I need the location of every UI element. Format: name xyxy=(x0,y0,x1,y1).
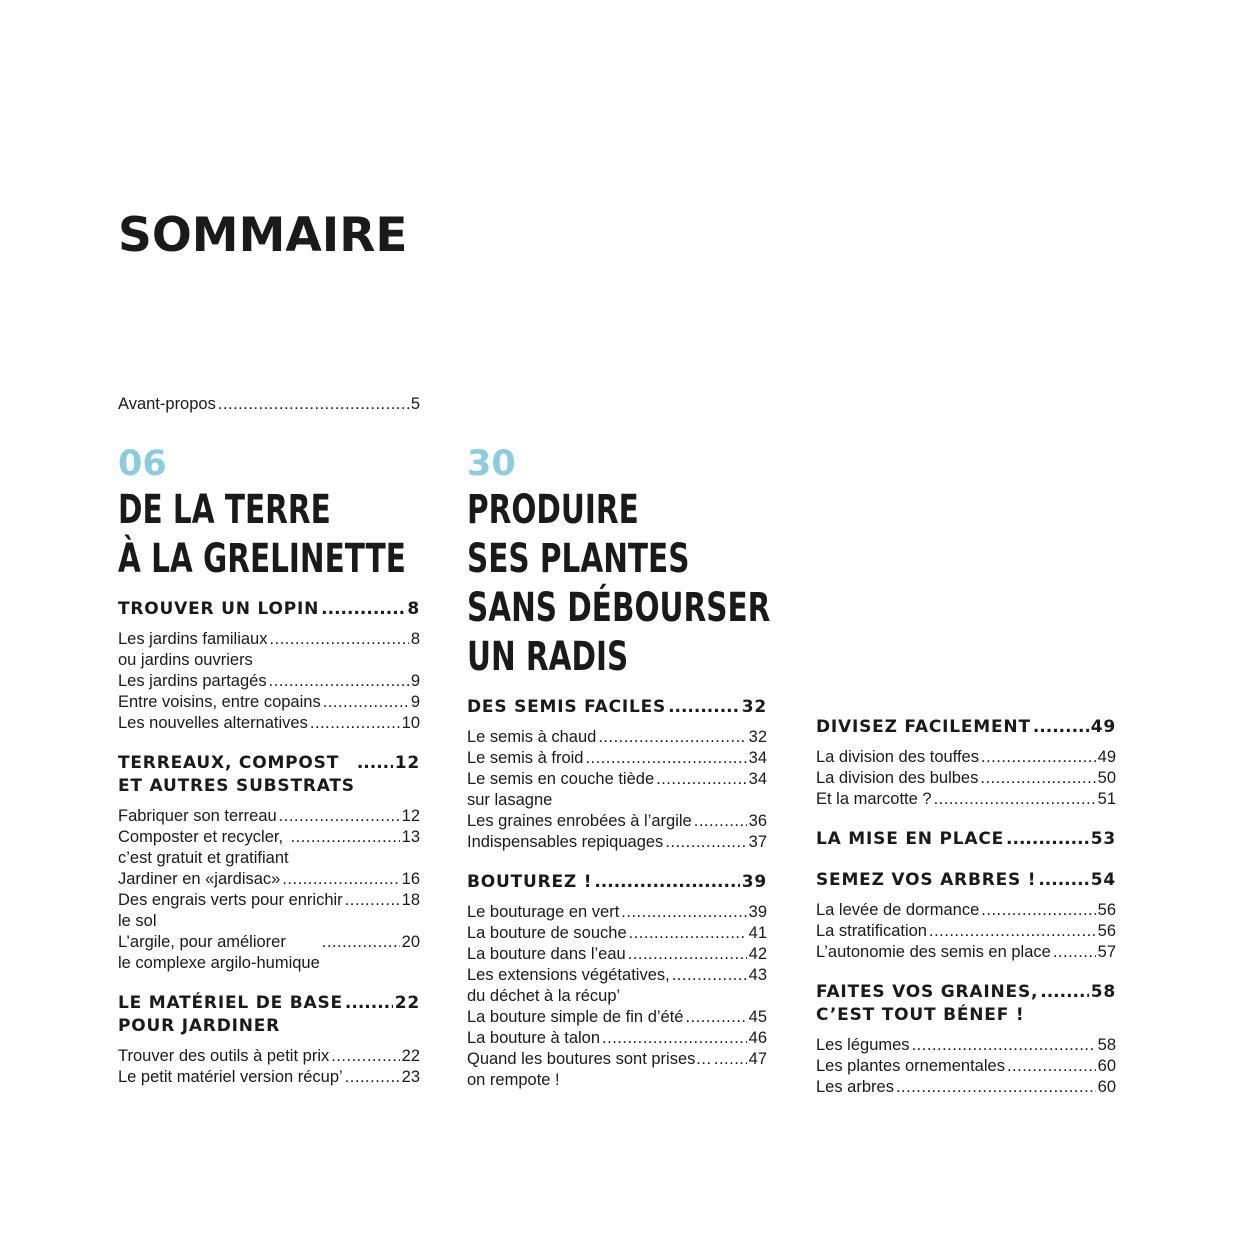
entry-page: 49 xyxy=(1097,748,1116,766)
entry-label xyxy=(467,832,663,853)
dot-leader xyxy=(628,944,747,965)
toc-entry xyxy=(118,890,420,932)
entry-page: 5 xyxy=(410,395,420,413)
entry-label xyxy=(118,713,308,734)
section-heading xyxy=(118,598,420,621)
toc-entry xyxy=(118,394,420,415)
dot-leader xyxy=(629,923,747,944)
entry-page: 58 xyxy=(1097,1036,1116,1054)
entry-label xyxy=(467,1007,683,1028)
toc-entry xyxy=(118,932,420,974)
dot-leader xyxy=(357,752,393,775)
entry-page: 23 xyxy=(401,1068,420,1086)
section-page: 12 xyxy=(394,753,420,773)
section-page: 22 xyxy=(394,993,420,1013)
entry-label xyxy=(467,902,619,923)
entry-label-line: Indispensables repiquages xyxy=(467,833,664,851)
entry-label-line: La division des bulbes xyxy=(816,769,979,787)
section-title xyxy=(816,716,1031,739)
entry-label-line: Les jardins partagés xyxy=(118,672,267,690)
toc-entry xyxy=(467,902,767,923)
entry-page: 51 xyxy=(1097,790,1116,808)
entry-page: 45 xyxy=(748,1008,767,1026)
part-title-line: SES PLANTES xyxy=(467,536,690,582)
toc-entry xyxy=(467,832,767,853)
section-heading xyxy=(118,752,420,798)
section-title-line: ET AUTRES SUBSTRATS xyxy=(118,776,355,796)
entry-label xyxy=(118,1046,329,1067)
toc-entry xyxy=(118,1046,420,1067)
dot-leader xyxy=(685,1007,746,1028)
section-heading xyxy=(118,992,420,1038)
entry-label-line: Jardiner en «jardisac» xyxy=(118,870,281,888)
entry-label-line: Le semis à chaud xyxy=(467,728,597,746)
entry-label-line: Le semis à froid xyxy=(467,749,584,767)
entry-page: 13 xyxy=(401,828,420,846)
dot-leader xyxy=(714,1049,747,1070)
section-title xyxy=(816,981,1038,1027)
dot-leader xyxy=(621,902,746,923)
entry-page: 56 xyxy=(1097,901,1116,919)
section-page: 49 xyxy=(1090,717,1116,737)
entry-page: 34 xyxy=(748,749,767,767)
toc-entry xyxy=(816,921,1116,942)
entry-label-line: le complexe argilo-humique xyxy=(118,954,320,972)
toc-section xyxy=(118,752,420,974)
entry-label xyxy=(467,811,692,832)
section-title xyxy=(467,871,592,894)
toc-entry xyxy=(118,713,420,734)
section-title xyxy=(118,752,355,798)
entry-label-line: Le petit matériel version récup’ xyxy=(118,1068,343,1086)
part-title-line: PRODUIRE xyxy=(467,487,639,533)
entry-label-line: Trouver des outils à petit prix xyxy=(118,1047,330,1065)
toc-entry xyxy=(467,1049,767,1091)
toc-entry xyxy=(467,944,767,965)
toc-entry xyxy=(816,747,1116,768)
section-title-line: LE MATÉRIEL DE BASE xyxy=(118,993,343,1013)
section-page: 53 xyxy=(1090,829,1116,849)
part-title-line: À LA GRELINETTE xyxy=(118,536,406,582)
entry-label-line: Et la marcotte ? xyxy=(816,790,932,808)
entry-label xyxy=(118,890,343,932)
section-heading xyxy=(816,981,1116,1027)
toc-entry xyxy=(816,1077,1116,1098)
entry-label-line: Fabriquer son terreau xyxy=(118,807,277,825)
entry-label-line: Les jardins familiaux xyxy=(118,630,268,648)
section-heading xyxy=(816,869,1116,892)
entry-page: 12 xyxy=(401,807,420,825)
entry-label-line: on rempote ! xyxy=(467,1071,560,1089)
toc-entry xyxy=(467,727,767,748)
section-title-line: FAITES VOS GRAINES, xyxy=(816,982,1039,1002)
entry-page: 47 xyxy=(748,1050,767,1068)
dot-leader xyxy=(981,747,1096,768)
section-title-line: DIVISEZ FACILEMENT xyxy=(816,717,1031,737)
entry-label xyxy=(816,942,1051,963)
entry-label-line: L’argile, pour améliorer xyxy=(118,933,286,951)
section-entries xyxy=(118,806,420,974)
toc-entry xyxy=(118,692,420,713)
toc-entry xyxy=(118,827,420,869)
dot-leader xyxy=(331,1046,399,1067)
dot-leader xyxy=(672,965,747,986)
section-entries xyxy=(816,747,1116,810)
dot-leader xyxy=(269,671,409,692)
entry-label xyxy=(467,1049,712,1091)
dot-leader xyxy=(1007,1056,1096,1077)
entry-label-line: Quand les boutures sont prises… xyxy=(467,1050,712,1068)
entry-label-line: Les extensions végétatives, xyxy=(467,966,670,984)
entry-label-line: Le bouturage en vert xyxy=(467,903,620,921)
entry-label-line: La stratification xyxy=(816,922,927,940)
dot-leader xyxy=(981,900,1095,921)
entry-page: 56 xyxy=(1097,922,1116,940)
dot-leader xyxy=(896,1077,1096,1098)
toc-section xyxy=(816,716,1116,810)
entry-label xyxy=(118,932,320,974)
dot-leader xyxy=(594,871,739,894)
section-page: 39 xyxy=(741,872,767,892)
dot-leader xyxy=(1006,828,1089,851)
part-number: 30 xyxy=(467,444,516,484)
entry-label-line: ou jardins ouvriers xyxy=(118,651,253,669)
section-entries xyxy=(816,1035,1116,1098)
section-title xyxy=(118,598,319,621)
dot-leader xyxy=(1040,981,1088,1004)
section-title-line: TERREAUX, COMPOST xyxy=(118,753,340,773)
toc-section xyxy=(816,869,1116,963)
section-page: 54 xyxy=(1090,870,1116,890)
entry-page: 39 xyxy=(748,903,767,921)
entry-page: 37 xyxy=(748,833,767,851)
entry-label xyxy=(467,1028,600,1049)
entry-label xyxy=(816,768,978,789)
entry-label xyxy=(467,727,596,748)
section-entries xyxy=(816,900,1116,963)
entry-label xyxy=(816,1077,894,1098)
entry-label: Avant-propos xyxy=(118,395,216,413)
entry-label xyxy=(118,1067,343,1088)
section-title xyxy=(118,992,343,1038)
entry-label-line: Des engrais verts pour enrichir xyxy=(118,891,343,909)
entry-label xyxy=(467,965,670,1007)
page-title: SOMMAIRE xyxy=(118,208,408,263)
toc-entry xyxy=(118,671,420,692)
toc-entry xyxy=(467,811,767,832)
toc-column-3 xyxy=(816,702,1116,1098)
toc-entry xyxy=(467,923,767,944)
section-page: 58 xyxy=(1090,982,1116,1002)
dot-leader xyxy=(980,768,1095,789)
section-title-line: SEMEZ VOS ARBRES ! xyxy=(816,870,1037,890)
entry-label-line: Les nouvelles alternatives xyxy=(118,714,308,732)
entry-label-line: La bouture dans l’eau xyxy=(467,945,626,963)
dot-leader xyxy=(668,696,740,719)
toc-entry xyxy=(118,806,420,827)
dot-leader xyxy=(1038,869,1088,892)
toc-entry xyxy=(118,869,420,890)
entry-page: 60 xyxy=(1097,1078,1116,1096)
entry-page: 34 xyxy=(748,770,767,788)
entry-label xyxy=(467,944,626,965)
section-title-line: LA MISE EN PLACE xyxy=(816,829,1005,849)
toc-entry xyxy=(816,789,1116,810)
dot-leader xyxy=(345,1067,400,1088)
section-entries xyxy=(467,727,767,853)
dot-leader xyxy=(585,748,746,769)
entry-label xyxy=(118,692,321,713)
entry-label-line: La levée de dormance xyxy=(816,901,980,919)
section-heading xyxy=(467,696,767,719)
entry-label-line: La bouture de souche xyxy=(467,924,627,942)
entry-page: 18 xyxy=(401,891,420,909)
toc-entry xyxy=(816,1056,1116,1077)
entry-label-line: du déchet à la récup’ xyxy=(467,987,621,1005)
section-heading xyxy=(467,871,767,894)
section-title xyxy=(467,696,666,719)
section-title xyxy=(816,828,1004,851)
part-block xyxy=(467,444,771,1091)
entry-label-line: L’autonomie des semis en place xyxy=(816,943,1051,961)
entry-page: 60 xyxy=(1097,1057,1116,1075)
toc-entry xyxy=(467,769,767,811)
entry-label xyxy=(118,827,289,869)
dot-leader xyxy=(279,806,400,827)
part-number: 06 xyxy=(118,444,167,484)
section-heading xyxy=(816,716,1116,739)
avant-propos-entry xyxy=(118,394,420,416)
dot-leader xyxy=(694,811,747,832)
part-title-line: UN RADIS xyxy=(467,634,629,680)
entry-label-line: La division des touffes xyxy=(816,748,979,766)
dot-leader xyxy=(929,921,1096,942)
entry-label-line: Les graines enrobées à l’argile xyxy=(467,812,692,830)
toc-entry xyxy=(467,965,767,1007)
entry-page: 50 xyxy=(1097,769,1116,787)
toc-entry xyxy=(467,1007,767,1028)
section-title-line: TROUVER UN LOPIN xyxy=(118,599,320,619)
entry-label-line: c’est gratuit et gratifiant xyxy=(118,849,289,867)
entry-page: 9 xyxy=(410,672,420,690)
part-block xyxy=(816,716,1116,1098)
entry-label xyxy=(816,789,932,810)
entry-label-line: Les plantes ornementales xyxy=(816,1057,1005,1075)
entry-label xyxy=(467,769,654,811)
entry-label xyxy=(118,671,267,692)
entry-label xyxy=(467,923,627,944)
toc-column-2 xyxy=(467,444,771,1091)
entry-label-line: La bouture à talon xyxy=(467,1029,601,1047)
entry-page: 32 xyxy=(748,728,767,746)
entry-label-line: Les arbres xyxy=(816,1078,894,1096)
section-title-line: DES SEMIS FACILES xyxy=(467,697,667,717)
dot-leader xyxy=(323,692,409,713)
entry-page: 20 xyxy=(401,933,420,951)
section-entries xyxy=(118,629,420,734)
entry-label-line: Composter et recycler, xyxy=(118,828,284,846)
dot-leader xyxy=(912,1035,1096,1056)
dot-leader xyxy=(1033,716,1089,739)
entry-label xyxy=(816,747,979,768)
entry-label-line: Le semis en couche tiède xyxy=(467,770,655,788)
entry-page: 22 xyxy=(401,1047,420,1065)
section-title-line: BOUTUREZ ! xyxy=(467,872,593,892)
dot-leader xyxy=(322,932,400,953)
entry-label xyxy=(118,806,277,827)
dot-leader xyxy=(291,827,400,848)
toc-section xyxy=(467,871,767,1091)
entry-label xyxy=(816,921,927,942)
toc-section xyxy=(816,828,1116,851)
section-title-line: POUR JARDINER xyxy=(118,1016,281,1036)
dot-leader xyxy=(665,832,746,853)
entry-label xyxy=(118,629,267,671)
dot-leader xyxy=(269,629,408,650)
entry-label-line: La bouture simple de fin d’été xyxy=(467,1008,684,1026)
dot-leader xyxy=(345,992,393,1015)
entry-page: 10 xyxy=(401,714,420,732)
toc-entry xyxy=(816,942,1116,963)
dot-leader xyxy=(282,869,399,890)
entry-page: 36 xyxy=(748,812,767,830)
entry-page: 9 xyxy=(410,693,420,711)
dot-leader xyxy=(321,598,405,621)
entry-page: 41 xyxy=(748,924,767,942)
entry-label-line: Les légumes xyxy=(816,1036,910,1054)
dot-leader xyxy=(656,769,747,790)
part-title xyxy=(467,486,771,682)
entry-label xyxy=(816,1035,910,1056)
entry-label-line: le sol xyxy=(118,912,157,930)
dot-leader xyxy=(345,890,400,911)
entry-page: 43 xyxy=(748,966,767,984)
dot-leader xyxy=(934,789,1096,810)
section-title-line: C’EST TOUT BÉNEF ! xyxy=(816,1005,1025,1025)
section-heading xyxy=(816,828,1116,851)
toc-entry xyxy=(816,900,1116,921)
entry-label xyxy=(816,900,979,921)
section-page: 8 xyxy=(407,599,420,619)
entry-label-line: Entre voisins, entre copains xyxy=(118,693,321,711)
entry-label xyxy=(467,748,583,769)
dot-leader xyxy=(1053,942,1096,963)
entry-page: 46 xyxy=(748,1029,767,1047)
toc-entry xyxy=(816,768,1116,789)
entry-label xyxy=(816,1056,1005,1077)
toc-section xyxy=(467,696,767,853)
toc-section xyxy=(816,981,1116,1098)
section-page: 32 xyxy=(741,697,767,717)
toc-column-1 xyxy=(118,394,420,1088)
toc-section xyxy=(118,598,420,734)
section-entries xyxy=(118,1046,420,1088)
toc-entry xyxy=(816,1035,1116,1056)
part-title-line: DE LA TERRE xyxy=(118,487,331,533)
part-title-line: SANS DÉBOURSER xyxy=(467,585,771,631)
toc-entry xyxy=(467,1028,767,1049)
toc-entry xyxy=(118,629,420,671)
toc-entry xyxy=(118,1067,420,1088)
dot-leader xyxy=(310,713,400,734)
entry-label xyxy=(118,869,280,890)
entry-label-line: sur lasagne xyxy=(467,791,553,809)
entry-page: 42 xyxy=(748,945,767,963)
dot-leader xyxy=(218,394,409,415)
dot-leader xyxy=(602,1028,747,1049)
section-title xyxy=(816,869,1036,892)
entry-page: 8 xyxy=(410,630,420,648)
toc-entry xyxy=(467,748,767,769)
entry-page: 57 xyxy=(1097,943,1116,961)
toc-section xyxy=(118,992,420,1088)
dot-leader xyxy=(598,727,746,748)
part-title xyxy=(118,486,406,584)
entry-page: 16 xyxy=(401,870,420,888)
section-entries xyxy=(467,902,767,1091)
part-block xyxy=(118,444,420,1088)
